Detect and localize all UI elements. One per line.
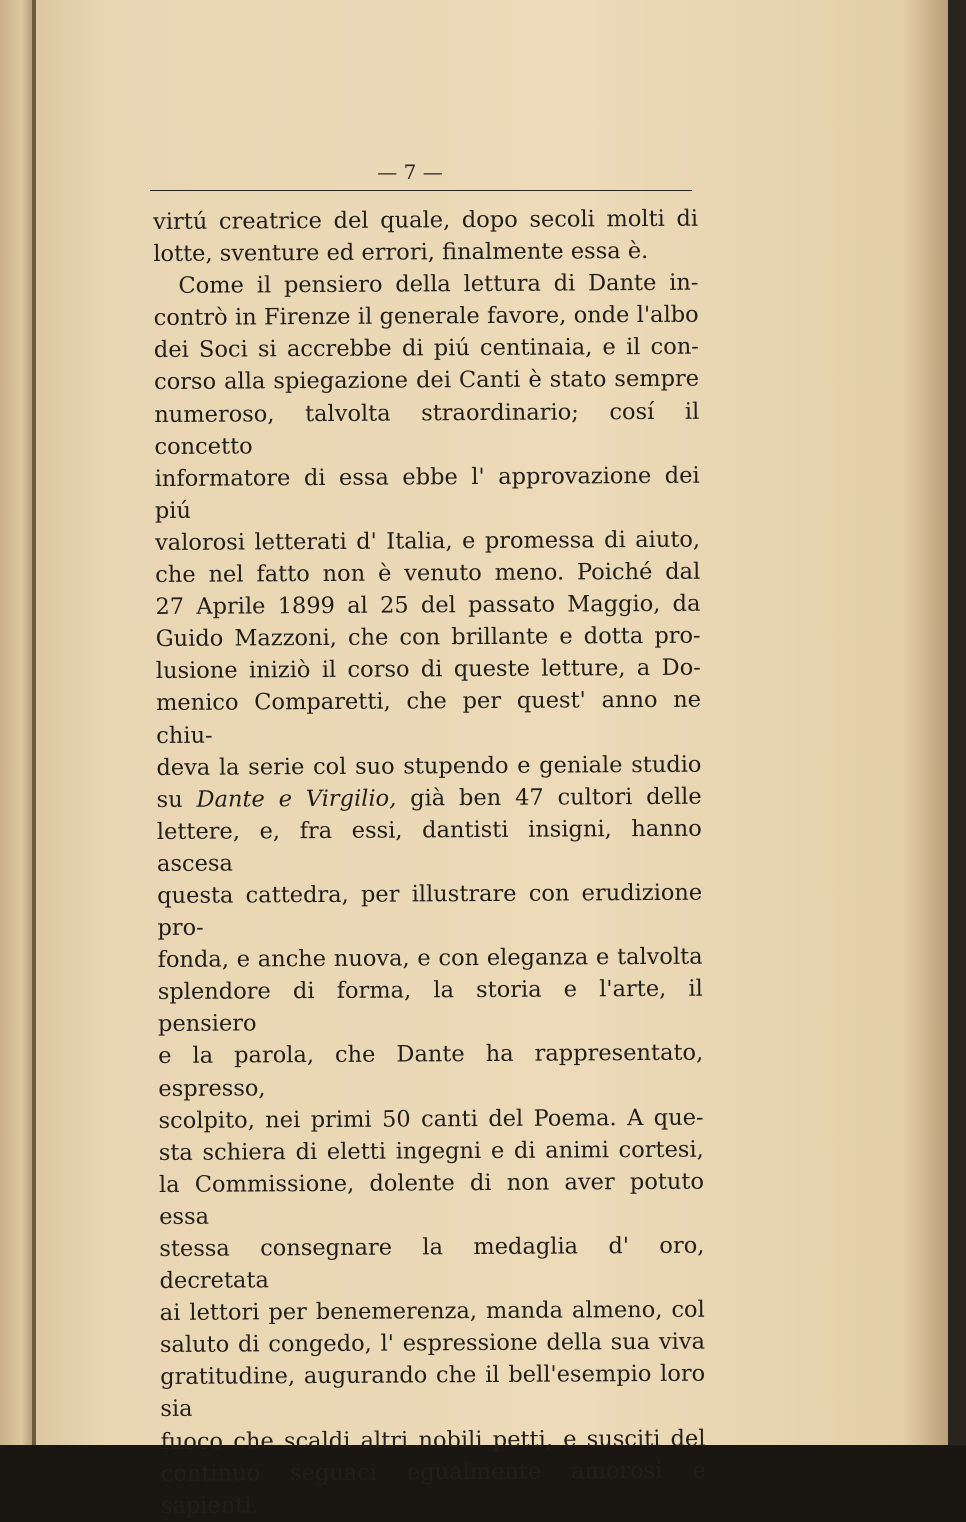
text-line: saluto di congedo, l' espressione della sua viva xyxy=(159,1328,706,1359)
text-line: ai lettori per benemerenza, manda almeno, col xyxy=(159,1296,705,1327)
header-rule xyxy=(150,190,692,191)
text-line: lotte, sventure ed errori, finalmente essa è. xyxy=(153,238,649,268)
text-line: valorosi letterati d' Italia, e promessa di aiuto, xyxy=(154,526,701,556)
text-line: numeroso, talvolta straordinario; cosí il concetto xyxy=(154,398,700,460)
text-line: che nel fatto non è venuto meno. Poiché dal xyxy=(155,558,701,589)
text-line: informatore di essa ebbe l' approvazione dei piú xyxy=(154,462,700,524)
facing-page-edge xyxy=(0,0,36,1445)
text-line: Come il pensiero della lettura di Dante in- xyxy=(178,269,699,300)
text-line: stessa consegnare la medaglia d' oro, decretata xyxy=(159,1232,705,1295)
text-line: lusione iniziò il corso di queste letture, a Do- xyxy=(155,654,701,685)
text-line: questa cattedra, per illustrare con erudizione pro- xyxy=(157,879,703,942)
text-line: 27 Aprile 1899 al 25 del passato Maggio, da xyxy=(155,590,701,621)
text-line: splendore di forma, la storia e l'arte, il pensiero xyxy=(157,975,703,1038)
text-line: fonda, e anche nuova, e con eleganza e talvolta xyxy=(157,943,703,974)
text-line: fuoco che scaldi altri nobili petti, e susciti del xyxy=(160,1425,706,1455)
text-line: Guido Mazzoni, che con brillante e dotta pro- xyxy=(155,622,701,653)
text-line: la Commissione, dolente di non aver potuto essa xyxy=(158,1168,705,1230)
text-line: virtú creatrice del quale, dopo secoli molti di xyxy=(153,205,699,235)
text-line: menico Comparetti, che per quest' anno ne chiu- xyxy=(155,687,702,749)
text-line: continuo seguaci egualmente amorosi e sapienti. xyxy=(160,1457,706,1519)
italic-title: Dante e Virgilio, xyxy=(196,785,397,813)
text-line: contrò in Firenze il generale favore, onde l'albo xyxy=(153,301,699,332)
text-line: corso alla spiegazione dei Canti è stato sempre xyxy=(153,366,700,396)
text-line: sta schiera di eletti ingegni e di animi cortesi, xyxy=(158,1136,704,1166)
text-line: e la parola, che Dante ha rappresentato, espresso, xyxy=(158,1040,704,1102)
text-line: deva la serie col suo stupendo e geniale studio xyxy=(156,751,702,781)
scan-border xyxy=(948,0,966,1445)
text-line: gratitudine, augurando che il bell'esempio loro sia xyxy=(160,1361,706,1423)
body-text xyxy=(153,203,706,1522)
text-line: su Dante e Virgilio, già ben 47 cultori delle xyxy=(156,783,702,813)
text-line: lettere, e, fra essi, dantisti insigni, hanno ascesa xyxy=(156,815,702,877)
page-number: — 7 — xyxy=(377,160,443,184)
text-line: scolpito, nei primi 50 canti del Poema. A que- xyxy=(158,1104,704,1134)
text-line: dei Soci si accrebbe di piú centinaia, e il con- xyxy=(153,334,699,364)
